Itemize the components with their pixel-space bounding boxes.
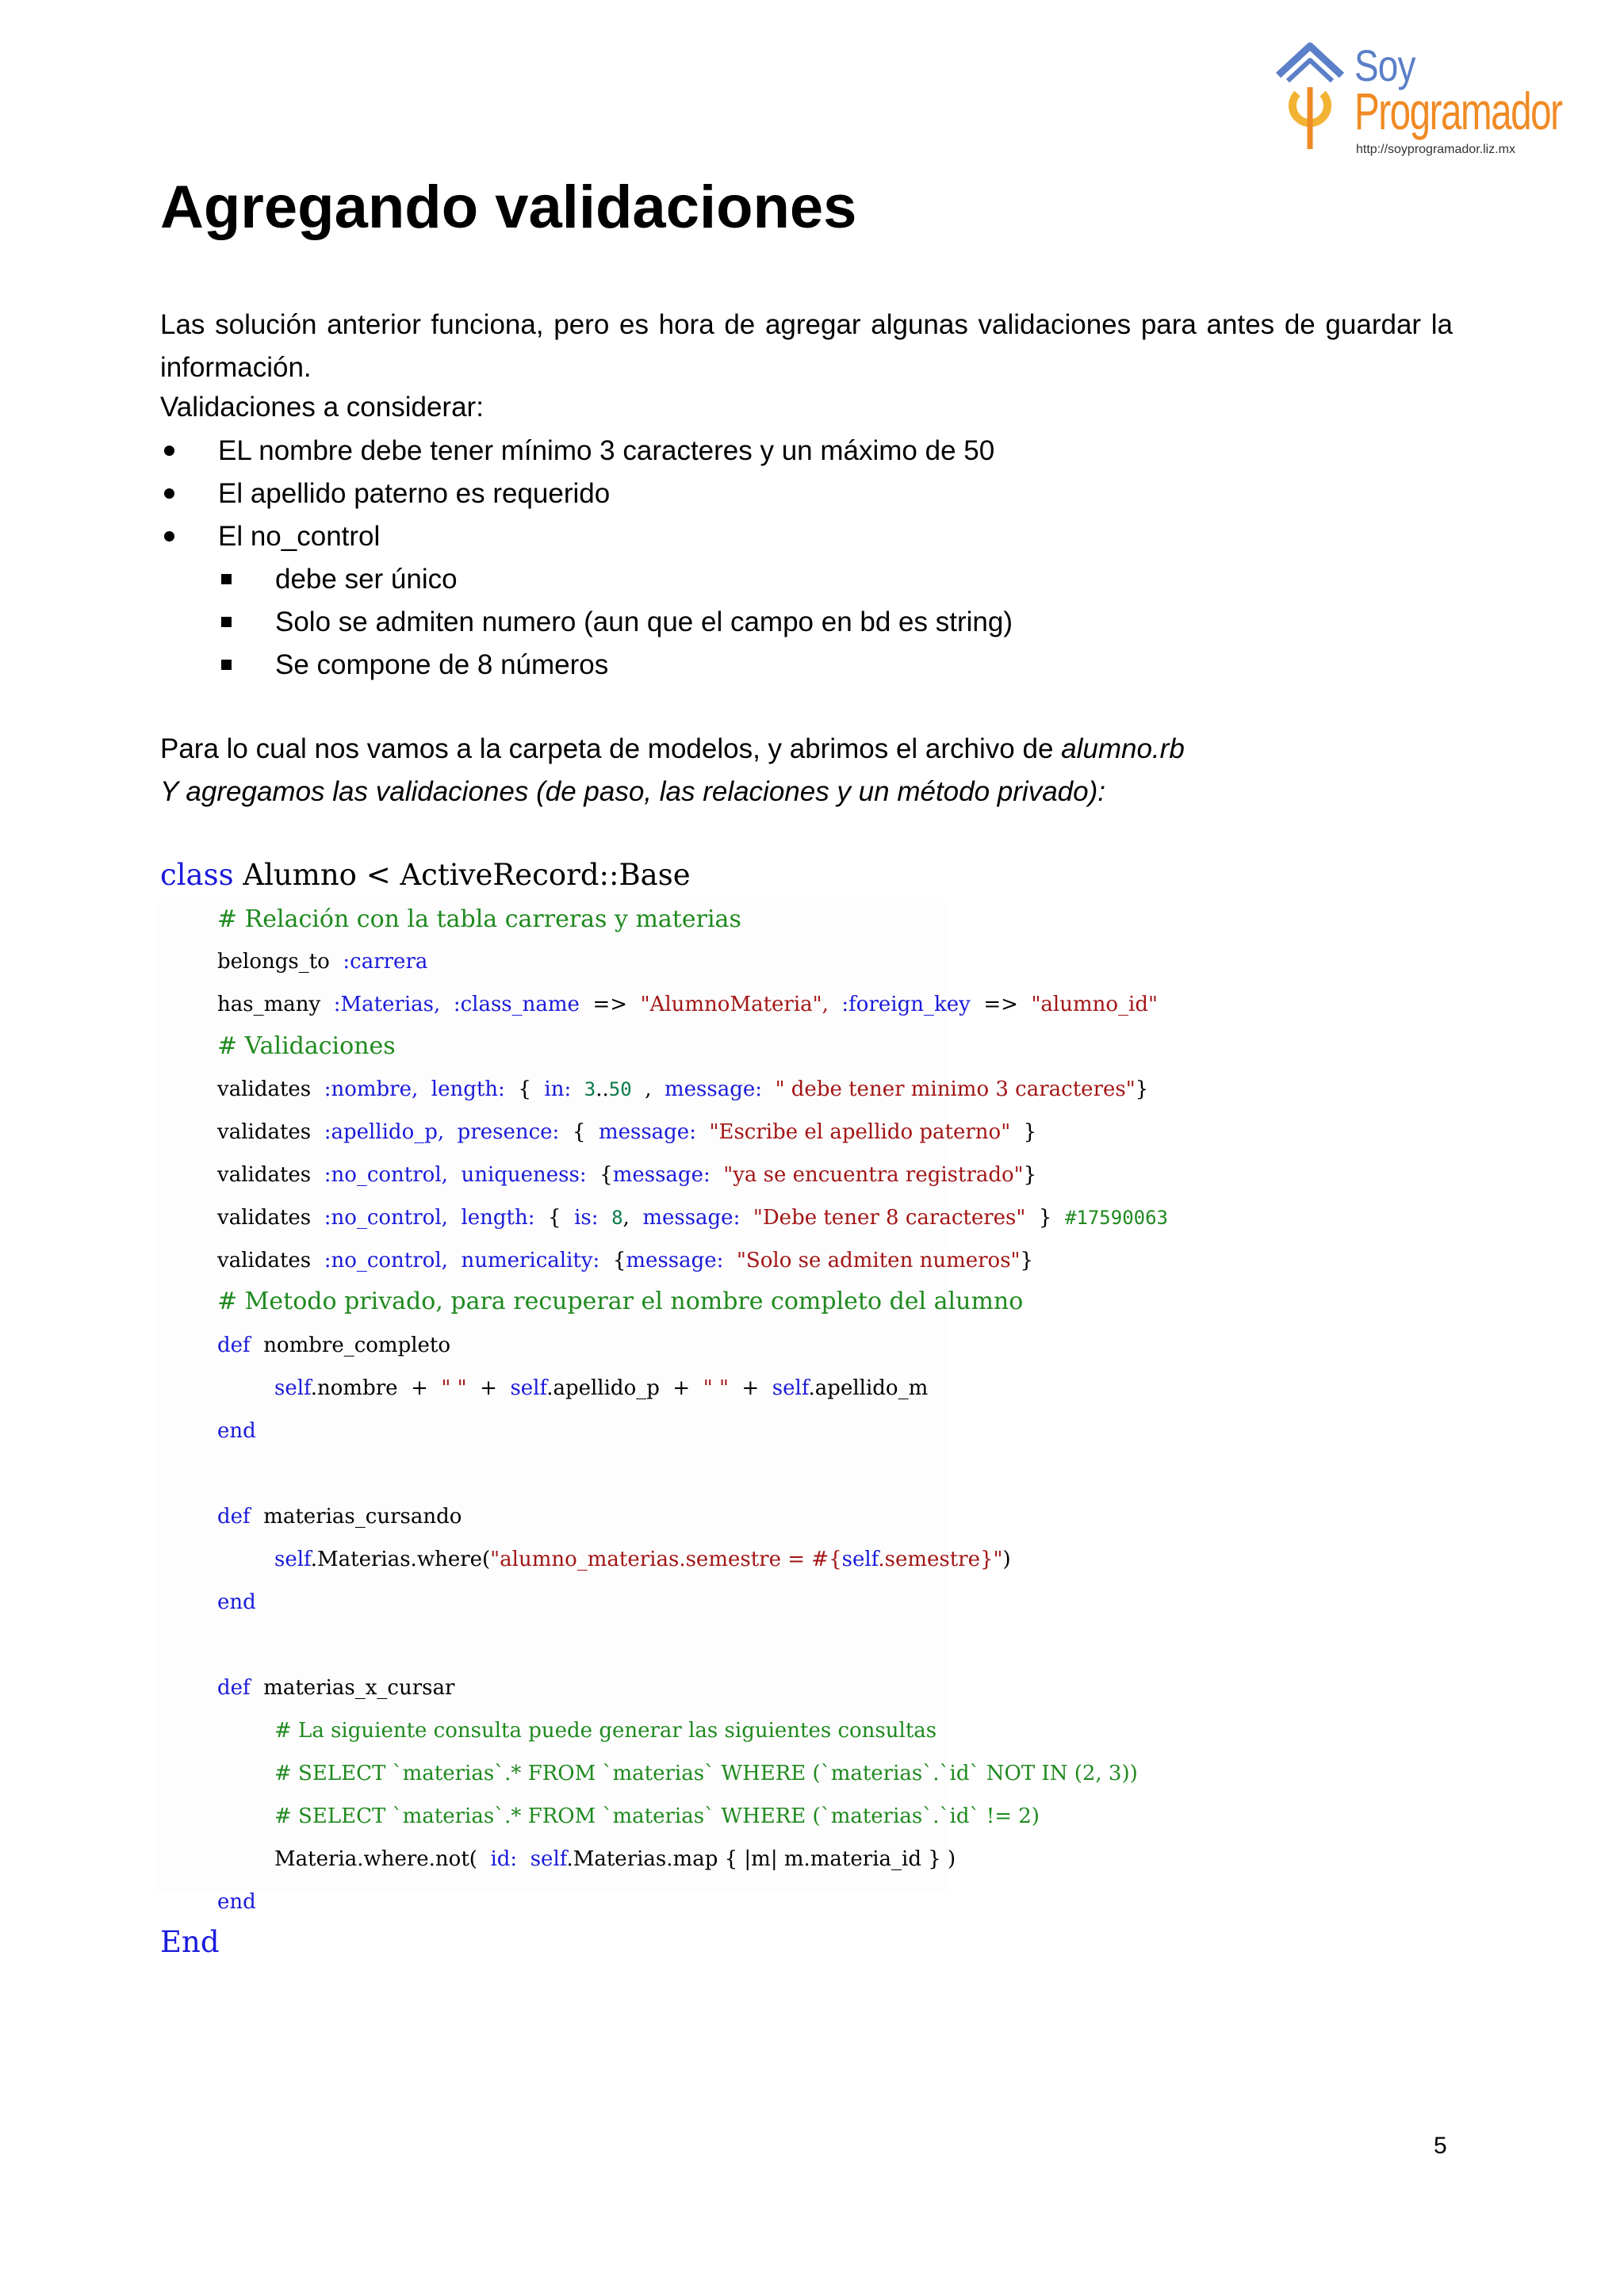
- symbol: :no_control,: [324, 1206, 448, 1230]
- keyword: self: [274, 1548, 311, 1571]
- keyword: def: [217, 1505, 251, 1529]
- symbol: message:: [598, 1120, 696, 1144]
- symbol: id:: [490, 1847, 518, 1871]
- string: "Debe tener 8 caracteres": [753, 1206, 1026, 1230]
- code-text: belongs_to: [217, 950, 330, 974]
- code-line-validates-apellido: validates :apellido_p, presence: { message: "Escribe el apellido paterno" }: [217, 1120, 1037, 1144]
- number: 3: [584, 1078, 596, 1100]
- code-class-end: End: [160, 1925, 220, 1959]
- code-line-validates-length: validates :no_control, length: { is: 8, message: "Debe tener 8 caracteres" } #17590063: [217, 1206, 1168, 1230]
- code-text: .Materias.map { |m| m.materia_id } ): [566, 1847, 956, 1871]
- string: "Solo se admiten numeros": [736, 1249, 1021, 1272]
- code-line-validates-nombre: validates :nombre, length: { in: 3..50 , message: " debe tener minimo 3 caracteres"}: [217, 1077, 1149, 1101]
- code-text: .apellido_m: [808, 1376, 929, 1400]
- code-comment: #17590063: [1064, 1207, 1168, 1229]
- logo-programador-text: Programador: [1354, 82, 1562, 140]
- symbol: uniqueness:: [461, 1163, 587, 1187]
- code-line-cursando-body: [274, 1548, 1011, 1571]
- keyword: self: [510, 1376, 547, 1400]
- code-line-def-x-cursar: [217, 1676, 454, 1700]
- code-text: .apellido_p: [546, 1376, 660, 1400]
- sub-list-item: Solo se admiten numero (aun que el campo en bd es string): [275, 607, 1013, 637]
- string: " ": [441, 1376, 467, 1400]
- code-line-x-cursar-body: [274, 1847, 956, 1871]
- code-text: validates: [217, 1163, 312, 1187]
- string: .semestre}": [878, 1548, 1003, 1571]
- code-line-def-nombre: [217, 1334, 450, 1357]
- symbol: :nombre,: [324, 1077, 419, 1101]
- list-item: EL nombre debe tener mínimo 3 caracteres y un máximo de 50: [218, 435, 995, 466]
- code-text: Materia.where.not(: [274, 1847, 477, 1871]
- code-line-validates-uniqueness: validates :no_control, uniqueness: {message: "ya se encuentra registrado"}: [217, 1163, 1037, 1187]
- code-comment: # SELECT `materias`.* FROM `materias` WHERE (`materias`.`id` != 2): [274, 1804, 1040, 1828]
- code-end: end: [217, 1419, 256, 1443]
- code-text: Alumno < ActiveRecord::Base: [233, 858, 691, 892]
- keyword: def: [217, 1676, 251, 1700]
- bullet-dot-icon: [164, 531, 174, 541]
- keyword: self: [841, 1548, 879, 1571]
- list-item: El apellido paterno es requerido: [218, 478, 611, 509]
- bullet-square-icon: [221, 617, 232, 627]
- list-item: El no_control: [218, 521, 381, 552]
- keyword: self: [274, 1376, 311, 1400]
- code-comment: # SELECT `materias`.* FROM `materias` WHERE (`materias`.`id` NOT IN (2, 3)): [274, 1762, 1138, 1785]
- symbol: :apellido_p,: [324, 1120, 445, 1144]
- code-comment: # Validaciones: [217, 1032, 396, 1060]
- code-line-belongs-to: [217, 950, 427, 974]
- keyword: def: [217, 1334, 251, 1357]
- logo: [1269, 32, 1562, 159]
- instruction-line-2: Y agregamos las validaciones (de paso, las relaciones y un método privado):: [160, 776, 1105, 807]
- code-text: has_many: [217, 993, 321, 1016]
- code-end: end: [217, 1590, 256, 1614]
- symbol: :no_control,: [324, 1163, 448, 1187]
- operator: ..: [596, 1077, 609, 1101]
- sub-list-item: debe ser único: [275, 564, 458, 595]
- code-line-class: [160, 858, 691, 892]
- sub-list-item: Se compone de 8 números: [275, 649, 609, 680]
- operator: =>: [983, 993, 1018, 1016]
- string: "alumno_id": [1031, 993, 1158, 1016]
- code-text: validates: [217, 1206, 312, 1230]
- symbol: :Materias,: [333, 993, 441, 1016]
- keyword: self: [772, 1376, 809, 1400]
- logo-url[interactable]: http://soyprogramador.liz.mx: [1356, 143, 1515, 156]
- number: 8: [611, 1207, 623, 1229]
- keyword: class: [160, 858, 234, 892]
- keyword: self: [530, 1847, 567, 1871]
- bullet-dot-icon: [164, 488, 174, 499]
- string: "ya se encuentra registrado": [723, 1163, 1024, 1187]
- operator: =>: [592, 993, 628, 1016]
- code-text: validates: [217, 1120, 312, 1144]
- validations-heading: Validaciones a considerar:: [160, 392, 484, 423]
- string: "Escribe el apellido paterno": [709, 1120, 1011, 1144]
- code-text: .Materias.where(: [310, 1548, 491, 1571]
- symbol: :class_name: [453, 993, 580, 1016]
- page-number: 5: [1434, 2133, 1447, 2159]
- bullet-dot-icon: [164, 446, 174, 456]
- operator: +: [411, 1376, 428, 1400]
- logo-soy-text: Soy: [1354, 40, 1415, 90]
- code-text: ): [1002, 1548, 1011, 1571]
- symbol: :foreign_key: [841, 993, 971, 1016]
- symbol: presence:: [457, 1120, 560, 1144]
- symbol: message:: [642, 1206, 741, 1230]
- instruction-text: Para lo cual nos vamos a la carpeta de modelos, y abrimos el archivo de: [160, 733, 1062, 764]
- code-line-def-cursando: [217, 1505, 462, 1529]
- bullet-square-icon: [221, 574, 232, 584]
- symbol: is:: [574, 1206, 599, 1230]
- operator: +: [480, 1376, 497, 1400]
- code-text: validates: [217, 1077, 312, 1101]
- code-text: materias_x_cursar: [263, 1676, 455, 1700]
- code-text: nombre_completo: [263, 1334, 451, 1357]
- code-comment: # Metodo privado, para recuperar el nombre completo del alumno: [217, 1288, 1024, 1315]
- code-line-validates-numericality: validates :no_control, numericality: {message: "Solo se admiten numeros"}: [217, 1249, 1034, 1272]
- symbol: length:: [431, 1077, 505, 1101]
- file-name: alumno.rb: [1061, 733, 1185, 764]
- instruction-line: [160, 733, 1185, 765]
- symbol: :carrera: [343, 950, 428, 974]
- string: "alumno_materias.semestre = #{: [490, 1548, 842, 1571]
- symbol: in:: [544, 1077, 572, 1101]
- symbol: :no_control,: [324, 1249, 448, 1272]
- code-text: validates: [217, 1249, 312, 1272]
- code-comment: # Relación con la tabla carreras y materias: [217, 905, 741, 933]
- code-line-nombre-body: [274, 1376, 928, 1400]
- string: " debe tener minimo 3 caracteres": [775, 1077, 1136, 1101]
- code-end: end: [217, 1890, 256, 1914]
- number: 50: [608, 1078, 632, 1100]
- code-comment: # La siguiente consulta puede generar las siguientes consultas: [274, 1719, 937, 1743]
- symbol: length:: [461, 1206, 535, 1230]
- symbol: numericality:: [461, 1249, 600, 1272]
- string: " ": [703, 1376, 729, 1400]
- bullet-square-icon: [221, 660, 232, 670]
- code-line-has-many: [217, 993, 1158, 1016]
- house-logo-icon: [1269, 32, 1356, 159]
- string: "AlumnoMateria",: [640, 993, 829, 1016]
- operator: +: [741, 1376, 760, 1400]
- code-text: materias_cursando: [263, 1505, 462, 1529]
- operator: +: [672, 1376, 691, 1400]
- symbol: message:: [665, 1077, 763, 1101]
- symbol: message:: [612, 1163, 710, 1187]
- page-title: Agregando validaciones: [160, 174, 857, 241]
- symbol: message:: [626, 1249, 724, 1272]
- code-text: .nombre: [310, 1376, 398, 1400]
- intro-paragraph: Las solución anterior funciona, pero es hora de agregar algunas validaciones para antes de guardar la información.: [160, 309, 1453, 383]
